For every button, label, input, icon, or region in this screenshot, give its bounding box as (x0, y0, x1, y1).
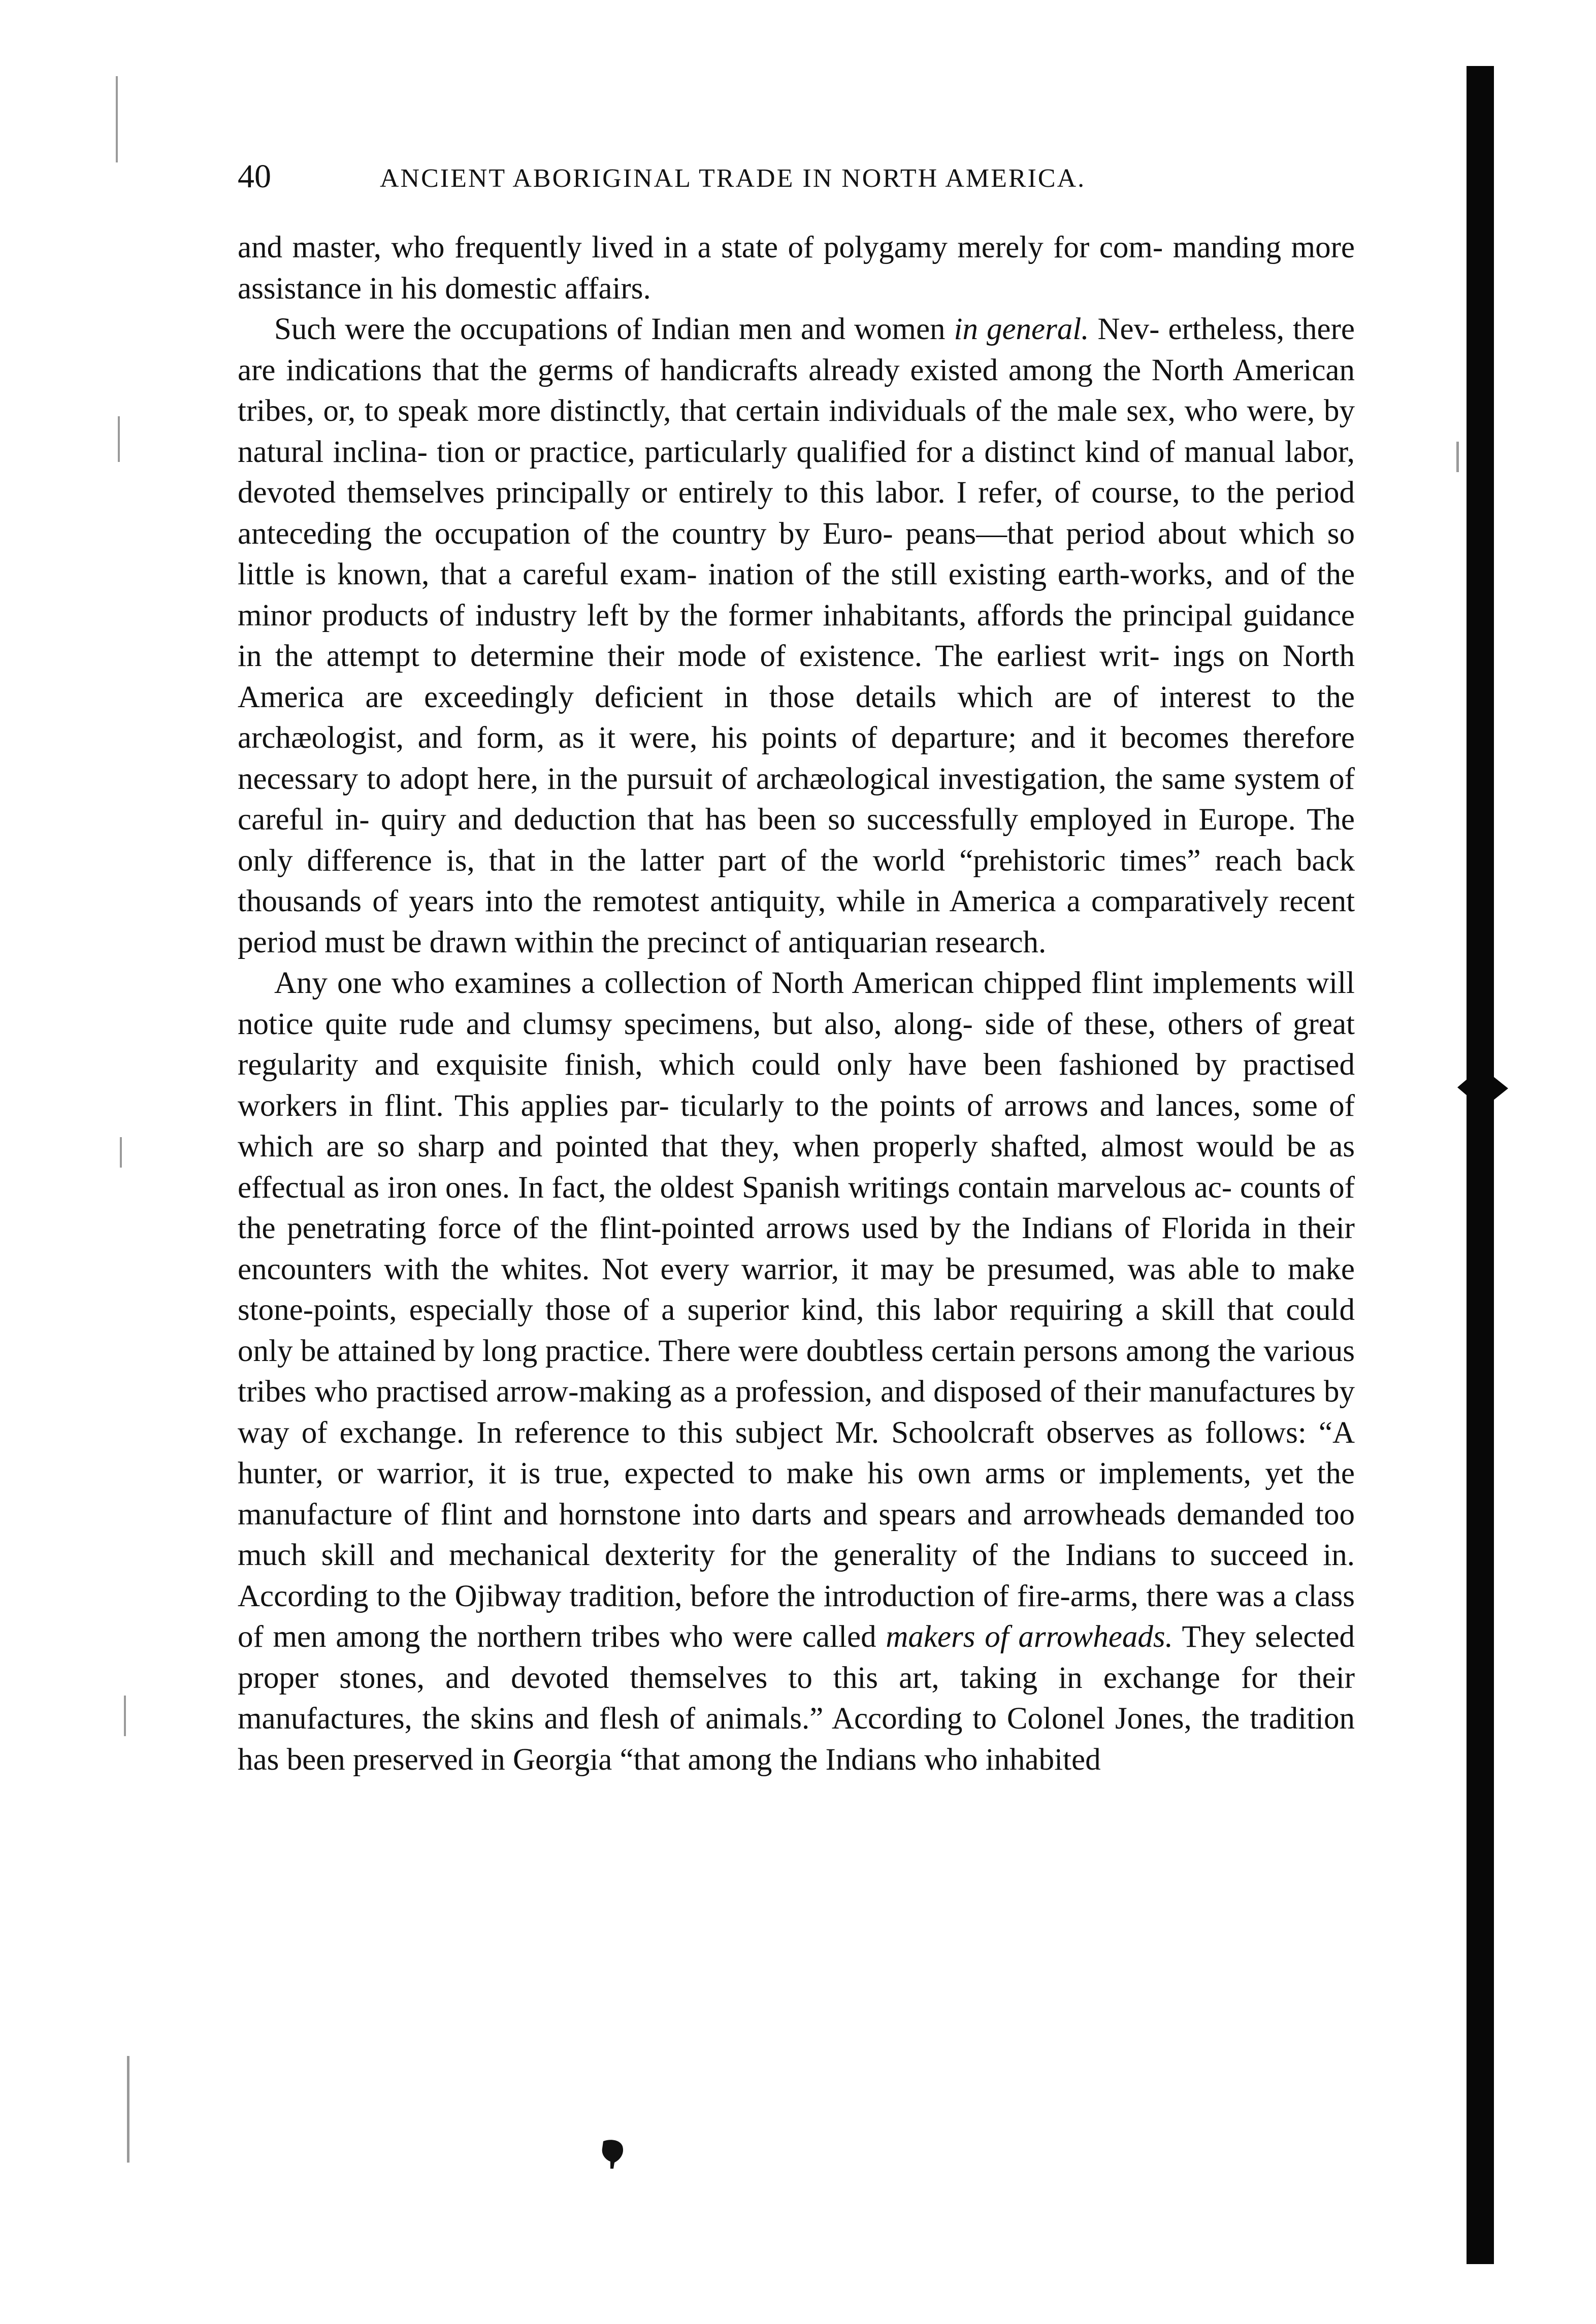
text-line: ination of the still existing earth-works, and of the minor products of (238, 557, 1355, 633)
emphasis-text: makers of arrowheads. (886, 1620, 1173, 1654)
paragraph (238, 309, 1355, 963)
text-line: counts of the penetrating force of the flint-pointed arrows used by the (238, 1170, 1355, 1245)
ornament-mark (598, 2138, 627, 2170)
text-line: The only difference is, that in the latter part of the world “prehistoric (238, 803, 1355, 878)
text-line: implements will notice quite rude and clumsy specimens, but also, along- (238, 966, 1355, 1041)
text-line: Any one who examines a collection of North American chipped flint (274, 966, 1143, 1000)
text-line: course, to the period anteceding the occupation of the country by Euro- (238, 476, 1355, 551)
text-line: Nev- (1089, 312, 1160, 346)
scan-mark (118, 416, 120, 462)
text-line: are of interest to the archæologist, and form, as it were, his points of (238, 680, 1355, 755)
scan-mark (116, 76, 118, 162)
text-line: Such were the occupations of Indian men and women (274, 312, 954, 346)
text-line: devoted themselves principally or entirely to this labor. I refer, of (238, 476, 1081, 510)
text-line: long practice. There were doubtless certain persons among the various (482, 1334, 1355, 1368)
paragraph (238, 963, 1355, 1780)
text-line: tribes who practised arrow-making as a profession, and disposed of (238, 1375, 1076, 1409)
text-line: skins and flesh of animals.” According to Colonel Jones, the tradition (470, 1702, 1355, 1736)
binding-tab-right (1493, 1076, 1508, 1101)
text-line: Mr. Schoolcraft observes as follows: “A hunter, or warrior, it is true, (238, 1415, 1355, 1490)
text-line: expected to make his own arms or implements, yet the manufacture of (238, 1456, 1355, 1532)
text-line: peans—that period about which so little is known, that a careful exam- (238, 516, 1355, 591)
text-line: of fire-arms, there was a class of men among the northern tribes who were (238, 1579, 1355, 1654)
text-line: Indians of Florida in their encounters with the whites. Not every warrior, (238, 1211, 1355, 1286)
text-line: much skill and mechanical dexterity for the generality of the Indians to (238, 1538, 1195, 1572)
text-line: superior kind, this labor requiring a skill that could only be attained by (238, 1293, 1355, 1368)
text-line: flint and hornstone into darts and spears and arrowheads demanded too (440, 1497, 1355, 1532)
binding-bar (1467, 66, 1494, 2264)
text-line: in the attempt to determine their mode of existence. The earliest writ- (238, 639, 1160, 673)
text-line: in America a comparatively recent period must be drawn within the (238, 884, 1355, 959)
binding-tab-left (1457, 1070, 1478, 1105)
text-line: industry left by the former inhabitants, affords the principal guidance (475, 598, 1355, 633)
scan-mark (124, 1696, 126, 1736)
text-line: ticularly to the points of arrows and lances, some of which are so sharp and (238, 1088, 1355, 1164)
page-number: 40 (238, 158, 271, 195)
emphasis-text: in general. (954, 312, 1089, 346)
text-line: precinct of antiquarian research. (647, 925, 1047, 959)
text-line: their manufactures by way of exchange. In reference to this subject (238, 1375, 1355, 1450)
paragraph (238, 227, 1355, 309)
text-line: departure; and it becomes therefore necessary to adopt here, in the (238, 721, 1355, 796)
text-line: called (802, 1620, 886, 1654)
text-line: only have been fashioned by practised workers in flint. This applies par- (238, 1048, 1355, 1123)
text-line: and master, who frequently lived in a state of polygamy merely for com- (238, 230, 1163, 264)
page-header (238, 156, 1319, 197)
text-line: ertheless, there are indications that the germs of handicrafts already (238, 312, 1355, 387)
text-line: times” reach back thousands of years into the remotest antiquity, while (238, 843, 1355, 918)
text-line: succeed in. According to the Ojibway tradition, before the introduction (238, 1538, 1355, 1613)
text-line: themselves to this art, taking in exchange for their manufactures, the (238, 1661, 1355, 1736)
scan-mark (127, 2056, 129, 2163)
running-head: ANCIENT ABORIGINAL TRADE IN NORTH AMERICA. (380, 164, 1086, 193)
scan-mark (1456, 442, 1459, 472)
text-line: quiry and deduction that has been so successfully employed in Europe. (381, 803, 1296, 837)
scan-mark (120, 1137, 122, 1168)
text-line: They selected proper stones, and devoted (238, 1620, 1355, 1695)
text-line: ings on North America are exceedingly deficient in those details which (238, 639, 1355, 714)
text-line: existed among the North American tribes, or, to speak more distinctly, (238, 353, 1355, 428)
text-line: iron ones. In fact, the oldest Spanish writings contain marvelous ac- (387, 1170, 1232, 1205)
body-text (238, 227, 1355, 1780)
text-line: that certain individuals of the male sex, who were, by natural inclina- (238, 394, 1355, 469)
text-line: pursuit of archæological investigation, the same system of careful in- (238, 761, 1355, 837)
text-line: tion or practice, particularly qualified for a distinct kind of manual labor, (437, 435, 1355, 469)
text-line: it may be presumed, was able to make stone-points, especially those of a (238, 1252, 1355, 1327)
text-line: manding more assistance in his domestic affairs. (238, 230, 1355, 306)
text-line: pointed that they, when properly shafted, almost would be as effectual as (238, 1130, 1355, 1205)
text-line: has been preserved in Georgia “that among the Indians who inhabited (238, 1742, 1101, 1777)
text-line: side of these, others of great regularity and exquisite finish, which could (238, 1007, 1355, 1082)
